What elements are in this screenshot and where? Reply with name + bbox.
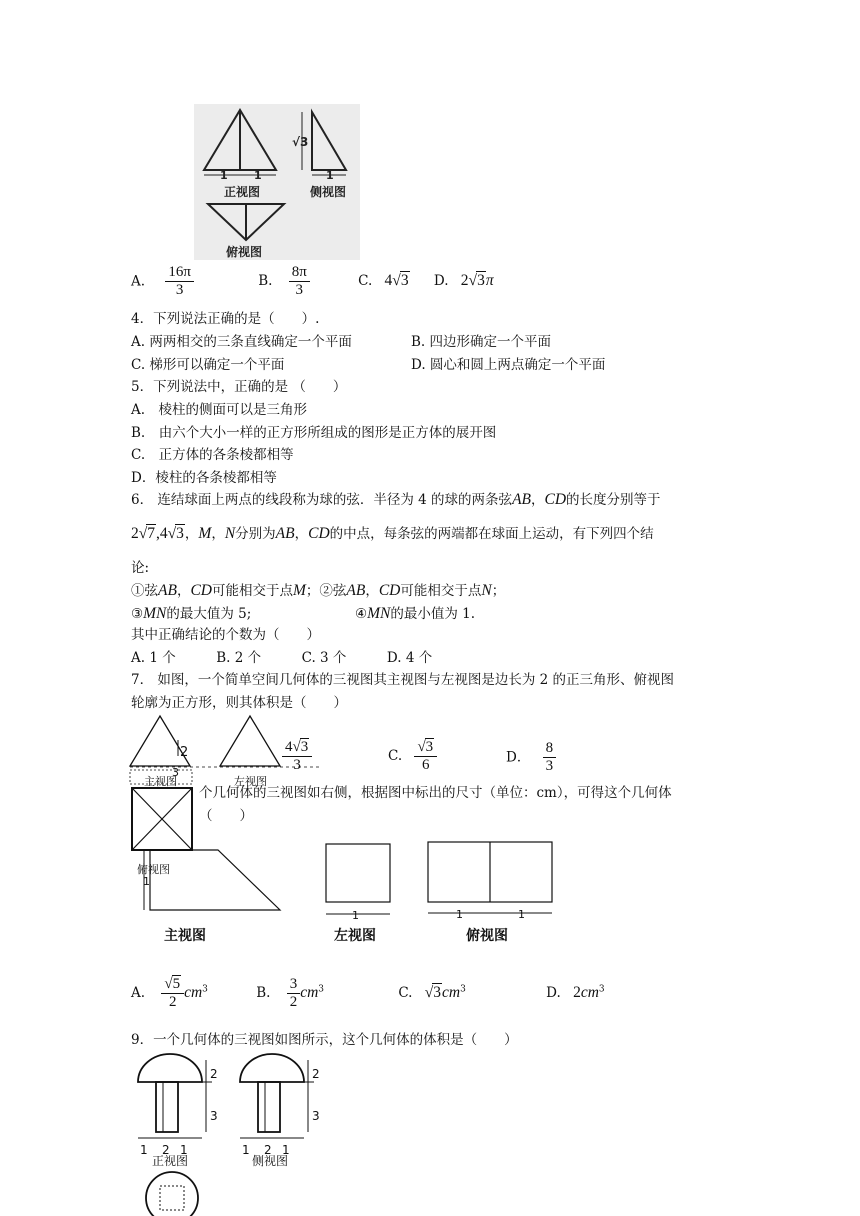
- q7-stem-line-1: 7． 如图，一个简单空间几何体的三视图其主视图与左视图是边长为 2 的正三角形、俯视图: [131, 672, 675, 688]
- front-view-width-1a: 1: [140, 1143, 148, 1157]
- q3-three-view-figure: [194, 104, 360, 260]
- length-1-radicand: 7: [147, 525, 156, 542]
- q7-option-d-fraction: [543, 740, 557, 776]
- statement-1-chord-cd: CD: [190, 582, 212, 599]
- q8-option-a-radicand: 5: [172, 976, 181, 992]
- q5-option-c: C. 正方体的各条棱都相等: [131, 447, 294, 463]
- side-view-height-3: 3: [312, 1109, 320, 1123]
- left-view-caption: 左视图: [234, 775, 267, 788]
- side-view-caption: 侧视图: [310, 185, 347, 199]
- q4-option-a: A. 两两相交的三条直线确定一个平面: [131, 334, 352, 350]
- q7-option-b-fraction: [282, 738, 312, 775]
- front-view-width-2: 2: [162, 1143, 170, 1157]
- q8-top-view-caption: 俯视图: [466, 928, 508, 944]
- q8-stem-line-2: （ ）: [199, 808, 253, 824]
- chord-ab-2: AB: [275, 525, 295, 542]
- q7-option-c-denominator: 6: [422, 757, 430, 774]
- q6-comma: ，: [531, 492, 545, 508]
- top-view-caption: 俯视图: [226, 245, 263, 259]
- statement-4-text: 的最小值为 1.: [390, 606, 476, 622]
- q7-option-b-denominator: 3: [293, 757, 301, 774]
- q8-options: [131, 975, 605, 1012]
- q9-three-view-figure: [130, 1052, 330, 1216]
- statement-3-text: 的最大值为 5;: [166, 606, 252, 622]
- q6-text-c: 分别为: [235, 526, 276, 542]
- chord-lengths: 2√7,4√3: [131, 525, 184, 542]
- q9-side-view-caption: 侧视图: [252, 1154, 289, 1168]
- statement-2-point-n: N: [481, 582, 492, 599]
- top-view-width-label-2: 1: [518, 908, 525, 921]
- statement-4-segment-mn: MN: [367, 605, 391, 622]
- statement-3-segment-mn: MN: [143, 605, 167, 622]
- front-view-dome: [138, 1054, 202, 1082]
- statement-2-chord-cd: CD: [378, 582, 401, 599]
- q8-option-a-label: A.: [131, 984, 146, 1001]
- height-dimension-label: √3: [292, 135, 309, 149]
- option-d-coefficient: 2: [460, 272, 469, 290]
- left-view-width-label: 1: [352, 909, 359, 922]
- statement-1-text: 可能相交于点: [211, 583, 293, 599]
- q8-option-c-radicand: 3: [433, 983, 442, 1001]
- main-view-trapezoid: [150, 850, 280, 910]
- q8-option-c-value: √3: [424, 983, 442, 1001]
- q8-main-view-caption: 主视图: [164, 928, 206, 944]
- q6-text-b: 的长度分别等于: [566, 492, 661, 508]
- option-c-radicand: 3: [400, 272, 409, 290]
- statement-2-chord-ab: AB: [346, 582, 366, 599]
- q8-option-b-fraction: [287, 976, 301, 1012]
- front-view-width-1b: 1: [180, 1143, 188, 1157]
- q3-options: [131, 264, 494, 300]
- statement-1-prefix: ①弦: [131, 583, 158, 599]
- front-view-stem: [156, 1082, 178, 1132]
- q8-option-b-exponent: 3: [318, 984, 325, 995]
- q9-front-view-caption: 正视图: [152, 1154, 189, 1168]
- q8-option-a-fraction: [161, 975, 184, 1012]
- chord-ab: AB: [512, 491, 531, 508]
- statement-1-end: ；: [305, 583, 320, 599]
- q7-option-c-radicand: 3: [425, 739, 434, 755]
- q7-option-c: [388, 738, 437, 775]
- q8-option-a-exponent: 3: [202, 984, 208, 995]
- front-left-dimension-label: 1: [220, 169, 228, 182]
- q8-option-d-label: D.: [546, 984, 561, 1001]
- q6-options: A. 1 个 B. 2 个 C. 3 个 D. 4 个: [131, 650, 433, 666]
- side-view-dome: [240, 1054, 304, 1082]
- q8-option-b-label: B.: [256, 984, 271, 1001]
- q9-stem: 9．一个几何体的三视图如图所示，这个几何体的体积是（ ）: [131, 1032, 518, 1048]
- q6-text-d: 的中点，每条弦的两端都在球面上运动，有下列四个结: [329, 526, 654, 542]
- front-view-caption: 正视图: [224, 185, 261, 199]
- q4-option-c: C. 梯形可以确定一个平面: [131, 357, 285, 373]
- point-m: M: [198, 525, 212, 542]
- main-view-caption: 主视图: [144, 775, 177, 788]
- length-2-radicand: 3: [176, 525, 184, 542]
- side-dimension-label: 1: [326, 169, 334, 182]
- q7-option-d-numerator: 8: [543, 740, 557, 758]
- q8-left-view-caption: 左视图: [334, 928, 376, 944]
- option-c-label: C.: [358, 273, 373, 290]
- q5-option-d: D．棱柱的各条棱都相等: [131, 470, 277, 486]
- q4-stem: 4．下列说法正确的是（ ）.: [131, 311, 320, 327]
- q8-option-d-exponent: 3: [598, 984, 605, 995]
- fragment-3: 3: [172, 766, 179, 779]
- option-b-numerator: 8π: [289, 264, 310, 282]
- q6-comma-2: ，: [184, 526, 199, 542]
- q8-option-a-denominator: 2: [168, 994, 177, 1011]
- q7-option-c-fraction: [414, 738, 437, 775]
- chord-cd-2: CD: [308, 525, 330, 542]
- side-view-width-2: 2: [264, 1143, 272, 1157]
- q7-option-b-numerator: 4√3: [282, 738, 312, 757]
- option-c-coefficient: 4: [384, 272, 393, 290]
- q6-statements-1-2: ①弦AB，CD可能相交于点M；②弦AB，CD可能相交于点N；: [131, 582, 506, 599]
- q7-option-b-radicand: 3: [300, 739, 309, 755]
- q7-option-b-value: [282, 738, 312, 775]
- front-view-height-3: 3: [210, 1109, 218, 1123]
- q6-statement-4: [355, 605, 475, 624]
- q7-option-d-label: D．: [506, 749, 531, 766]
- option-d-label: D.: [433, 273, 449, 290]
- q5-option-b: B. 由六个大小一样的正方形所组成的图形是正方体的展开图: [131, 425, 497, 441]
- top-view-width-label-1: 1: [456, 908, 463, 921]
- option-c-value: 4√3: [384, 272, 409, 290]
- figure-background: [194, 104, 360, 260]
- q6-line-3: 论:: [131, 560, 150, 576]
- q5-stem: 5．下列说法中，正确的是 （ ）: [131, 379, 347, 395]
- q6-text-a: 6． 连结球面上两点的线段称为球的弦．半径为 4 的球的两条弦: [131, 492, 513, 508]
- side-view-width-1a: 1: [242, 1143, 250, 1157]
- q6-line-2: 2√7,4√3，M，N分别为AB，CD的中点，每条弦的两端都在球面上运动，有下列四个结: [131, 525, 654, 542]
- q8-option-b-unit: cm: [300, 983, 319, 1001]
- front-view-height-2: 2: [210, 1067, 218, 1081]
- option-d-value: 2√3π: [460, 272, 494, 290]
- q8-option-c-label: C.: [398, 984, 413, 1001]
- side-view-height-2: 2: [312, 1067, 320, 1081]
- q8-option-c-exponent: 3: [460, 984, 466, 995]
- q6-ask: 其中正确结论的个数为（ ）: [131, 627, 320, 643]
- q8-stem-line-1: 个几何体的三视图如右侧，根据图中标出的尺寸（单位：cm），可得这个几何体: [199, 785, 672, 801]
- q7-stem-line-2: 轮廓为正方形，则其体积是（ ）: [131, 695, 347, 711]
- q6-statement-3: [131, 605, 251, 624]
- q4-option-b: B. 四边形确定一个平面: [411, 334, 552, 350]
- top-view-circle: [146, 1172, 198, 1216]
- option-d-pi: π: [485, 272, 494, 290]
- q7-option-b-coefficient: 4: [285, 739, 293, 755]
- point-n: N: [224, 525, 236, 542]
- option-b-fraction: [289, 264, 310, 300]
- top-view-dashed-frame: [130, 770, 192, 784]
- option-a-label: A.: [131, 273, 146, 290]
- top-view-hidden-square: [160, 1186, 184, 1210]
- q8-option-b-denominator: 2: [289, 993, 298, 1010]
- option-a-denominator: 3: [175, 282, 184, 299]
- option-b-label: B.: [258, 273, 273, 290]
- statement-2-end: ；: [491, 583, 506, 599]
- option-a-fraction: [165, 264, 194, 300]
- statement-1-chord-ab: AB: [158, 582, 177, 599]
- q8-option-a-unit: cm: [184, 983, 203, 1001]
- statement-3-prefix: ③: [131, 606, 144, 622]
- statement-2-prefix: ②弦: [319, 583, 347, 599]
- length-1-coefficient: 2: [131, 525, 139, 542]
- chord-cd: CD: [544, 491, 567, 508]
- main-view-height-label: 1: [143, 875, 150, 888]
- q8-option-c-unit: cm: [442, 983, 461, 1001]
- q7-top-view-caption: 俯视图: [137, 863, 170, 876]
- side-view-stem: [258, 1082, 280, 1132]
- fragment-2: 2: [180, 745, 189, 760]
- statement-4-prefix: ④: [355, 606, 368, 622]
- q7-option-d: [506, 740, 556, 776]
- q4-option-d: D. 圆心和圆上两点确定一个平面: [411, 357, 606, 373]
- q8-three-view-figure: [130, 840, 560, 950]
- q5-option-a: A. 棱柱的侧面可以是三角形: [131, 402, 308, 418]
- q7-option-c-label: C.: [388, 747, 403, 764]
- option-d-radicand: 3: [477, 272, 485, 290]
- side-view-width-1b: 1: [282, 1143, 290, 1157]
- statement-1-point-m: M: [292, 582, 306, 599]
- option-a-numerator: 16π: [165, 264, 194, 282]
- q7-option-d-denominator: 3: [545, 758, 554, 775]
- option-b-denominator: 3: [295, 282, 304, 299]
- statement-2-text: 可能相交于点: [400, 583, 482, 599]
- q7-option-c-numerator: √3: [414, 738, 437, 757]
- left-view-triangle: [220, 716, 280, 766]
- q8-option-b-numerator: 3: [287, 976, 301, 994]
- length-2-coefficient: ,4: [156, 525, 168, 542]
- front-right-dimension-label: 1: [254, 169, 262, 182]
- q8-option-d-coefficient: 2: [573, 983, 581, 1001]
- q8-option-d-unit: cm: [580, 983, 599, 1001]
- left-view-square: [326, 844, 390, 902]
- q8-option-a-numerator: √5: [161, 975, 184, 994]
- q6-line-1: [131, 491, 661, 510]
